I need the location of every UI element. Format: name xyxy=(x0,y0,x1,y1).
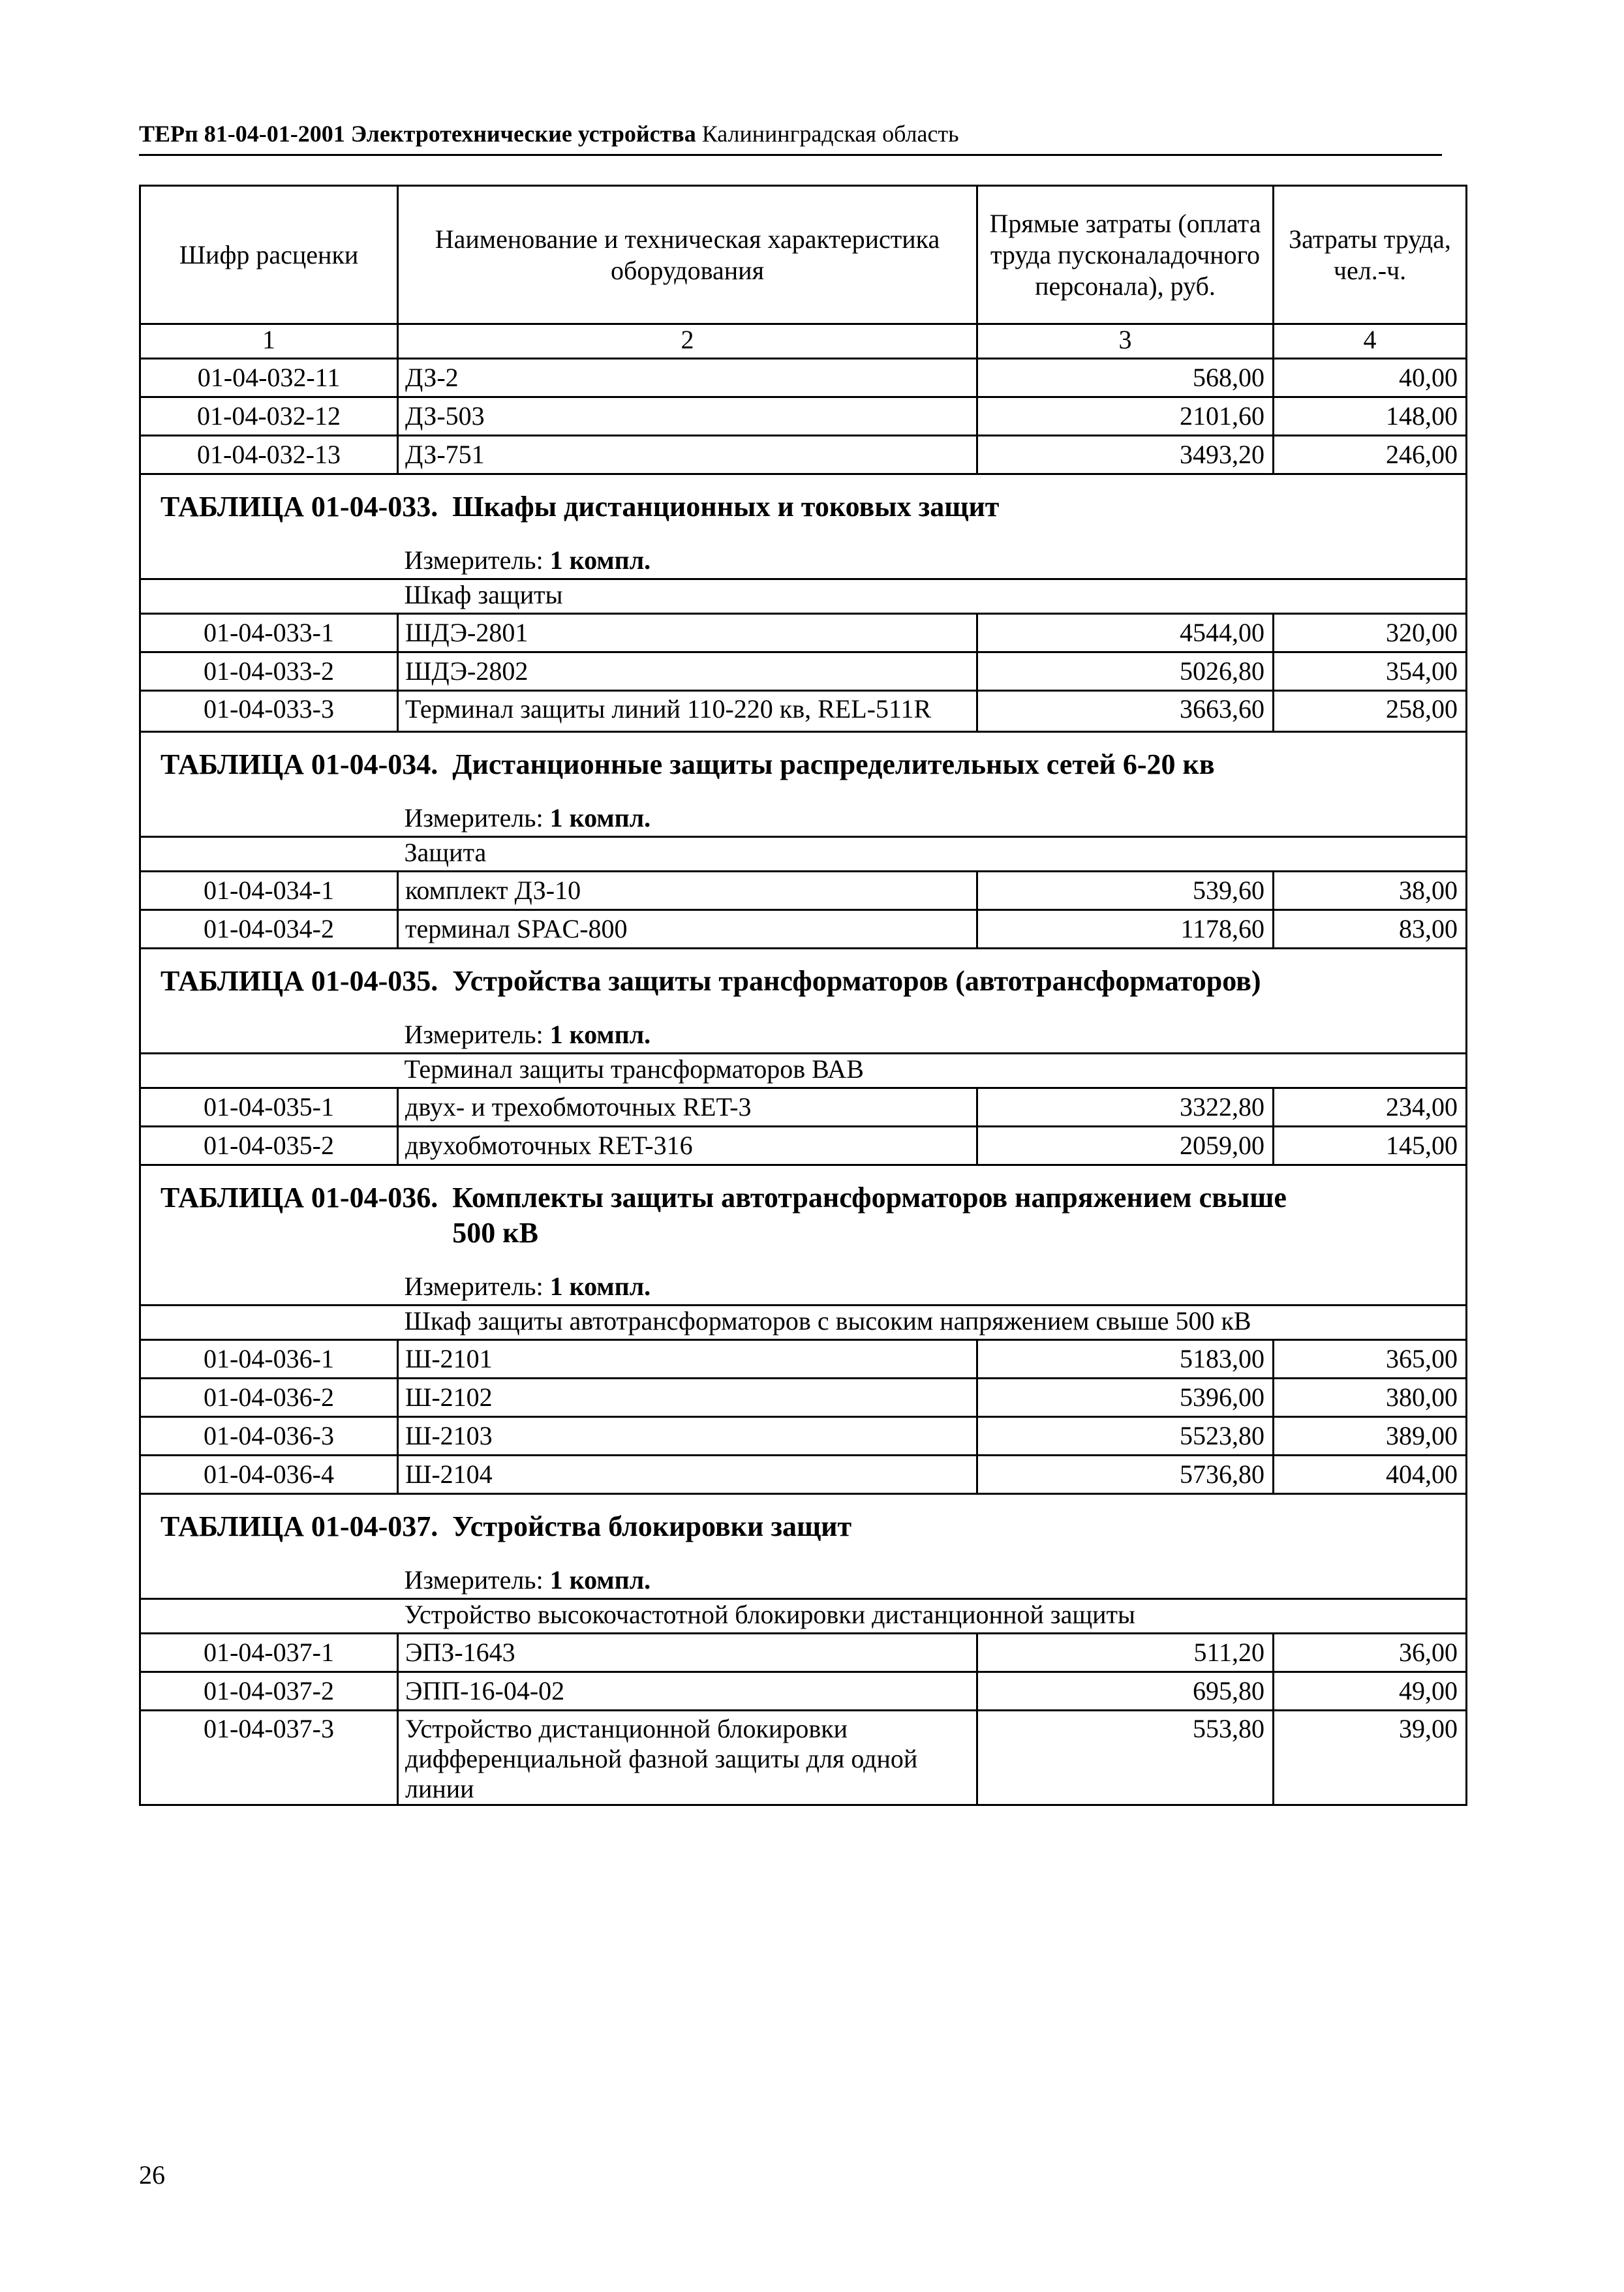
blank-cell xyxy=(140,1599,398,1634)
table-name: Устройства защиты трансформаторов (автотрансформаторов) xyxy=(452,965,1261,997)
table-row xyxy=(140,1711,1467,1805)
direct-cost: 5183,00 xyxy=(977,1340,1274,1379)
meter-row xyxy=(140,530,1467,579)
table-row xyxy=(140,1088,1467,1127)
equipment-name: двух- и трехобмоточных RET-3 xyxy=(398,1088,977,1127)
direct-cost: 3663,60 xyxy=(977,691,1274,732)
rate-code: 01-04-032-12 xyxy=(140,397,398,436)
direct-cost: 1178,60 xyxy=(977,910,1274,949)
meter-label: Измеритель: xyxy=(404,803,544,833)
table-row xyxy=(140,872,1467,910)
blank-cell xyxy=(140,530,398,579)
subheader-row xyxy=(140,1599,1467,1634)
table-row xyxy=(140,359,1467,397)
direct-cost: 2059,00 xyxy=(977,1127,1274,1165)
price-table xyxy=(139,185,1467,1806)
table-number: ТАБЛИЦА 01-04-036. xyxy=(161,1182,438,1214)
rate-code: 01-04-033-1 xyxy=(140,614,398,652)
labor-cost: 234,00 xyxy=(1274,1088,1467,1127)
labor-cost: 145,00 xyxy=(1274,1127,1467,1165)
equipment-name: Устройство дистанционной блокировки дифференциальной фазной защиты для одной линии xyxy=(398,1711,977,1805)
equipment-name: ЭПЗ-1643 xyxy=(398,1634,977,1672)
direct-cost: 3322,80 xyxy=(977,1088,1274,1127)
meter-unit: 1 компл. xyxy=(549,1272,651,1301)
rate-code: 01-04-032-11 xyxy=(140,359,398,397)
meter-label: Измеритель: xyxy=(404,545,544,575)
group-subheader: Защита xyxy=(398,837,1467,872)
rate-code: 01-04-032-13 xyxy=(140,436,398,474)
table-row xyxy=(140,1340,1467,1379)
meter-row xyxy=(140,1550,1467,1599)
meter-cell xyxy=(398,530,1467,579)
equipment-name: Ш-2102 xyxy=(398,1379,977,1417)
blank-cell xyxy=(140,579,398,614)
labor-cost: 365,00 xyxy=(1274,1340,1467,1379)
direct-cost: 4544,00 xyxy=(977,614,1274,652)
rate-code: 01-04-035-1 xyxy=(140,1088,398,1127)
rate-code: 01-04-036-2 xyxy=(140,1379,398,1417)
rate-code: 01-04-034-2 xyxy=(140,910,398,949)
direct-cost: 5026,80 xyxy=(977,652,1274,691)
table-number: ТАБЛИЦА 01-04-033. xyxy=(161,491,438,523)
labor-cost: 258,00 xyxy=(1274,691,1467,732)
rate-code: 01-04-034-1 xyxy=(140,872,398,910)
direct-cost: 553,80 xyxy=(977,1711,1274,1805)
labor-cost: 148,00 xyxy=(1274,397,1467,436)
equipment-name: ДЗ-751 xyxy=(398,436,977,474)
table-row xyxy=(140,1417,1467,1456)
direct-cost: 539,60 xyxy=(977,872,1274,910)
group-subheader: Терминал защиты трансформаторов ВАВ xyxy=(398,1054,1467,1088)
blank-cell xyxy=(140,1054,398,1088)
labor-cost: 404,00 xyxy=(1274,1456,1467,1494)
rate-code: 01-04-035-2 xyxy=(140,1127,398,1165)
direct-cost: 3493,20 xyxy=(977,436,1274,474)
column-number: 1 xyxy=(140,324,398,359)
document-code: ТЕРп 81-04-01-2001 Электротехнические устройства xyxy=(139,121,696,147)
meter-row xyxy=(140,1004,1467,1054)
direct-cost: 695,80 xyxy=(977,1672,1274,1711)
table-row xyxy=(140,1127,1467,1165)
table-row xyxy=(140,1672,1467,1711)
column-header-code: Шифр расценки xyxy=(140,186,398,324)
column-header-labor: Затраты труда, чел.-ч. xyxy=(1274,186,1467,324)
table-row xyxy=(140,614,1467,652)
group-subheader: Устройство высокочастотной блокировки дистанционной защиты xyxy=(398,1599,1467,1634)
table-number: ТАБЛИЦА 01-04-034. xyxy=(161,748,438,780)
meter-unit: 1 компл. xyxy=(549,1020,651,1049)
table-number: ТАБЛИЦА 01-04-037. xyxy=(161,1510,438,1542)
page-header xyxy=(139,119,1444,148)
meter-label: Измеритель: xyxy=(404,1565,544,1595)
equipment-name: Ш-2104 xyxy=(398,1456,977,1494)
equipment-name: двухобмоточных RET-316 xyxy=(398,1127,977,1165)
blank-cell xyxy=(140,1256,398,1306)
meter-label: Измеритель: xyxy=(404,1020,544,1049)
direct-cost: 511,20 xyxy=(977,1634,1274,1672)
table-name: Шкафы дистанционных и токовых защит xyxy=(452,491,1000,523)
subheader-row xyxy=(140,579,1467,614)
column-number: 2 xyxy=(398,324,977,359)
table-title xyxy=(140,1165,1467,1257)
subheader-row xyxy=(140,1306,1467,1340)
column-header-cost: Прямые затраты (оплата труда пусконаладочного персонала), руб. xyxy=(977,186,1274,324)
column-header-row xyxy=(140,186,1467,324)
table-row xyxy=(140,397,1467,436)
meter-cell xyxy=(398,1550,1467,1599)
table-title-row xyxy=(140,474,1467,530)
column-header-name: Наименование и техническая характеристика оборудования xyxy=(398,186,977,324)
blank-cell xyxy=(140,1004,398,1054)
equipment-name: комплект ДЗ-10 xyxy=(398,872,977,910)
group-subheader: Шкаф защиты xyxy=(398,579,1467,614)
labor-cost: 36,00 xyxy=(1274,1634,1467,1672)
equipment-name: ШДЭ-2802 xyxy=(398,652,977,691)
equipment-name: Ш-2101 xyxy=(398,1340,977,1379)
page-number: 26 xyxy=(139,2160,165,2190)
rate-code: 01-04-033-3 xyxy=(140,691,398,732)
rate-code: 01-04-033-2 xyxy=(140,652,398,691)
table-row xyxy=(140,652,1467,691)
table-title-row xyxy=(140,1494,1467,1550)
table-title xyxy=(140,949,1467,1005)
rate-code: 01-04-036-4 xyxy=(140,1456,398,1494)
equipment-name: Ш-2103 xyxy=(398,1417,977,1456)
column-number-row xyxy=(140,324,1467,359)
equipment-name: ШДЭ-2801 xyxy=(398,614,977,652)
meter-cell xyxy=(398,1256,1467,1306)
table-row xyxy=(140,691,1467,732)
direct-cost: 5736,80 xyxy=(977,1456,1274,1494)
column-number: 4 xyxy=(1274,324,1467,359)
blank-cell xyxy=(140,837,398,872)
table-title xyxy=(140,474,1467,530)
direct-cost: 568,00 xyxy=(977,359,1274,397)
rate-code: 01-04-037-1 xyxy=(140,1634,398,1672)
rate-code: 01-04-037-2 xyxy=(140,1672,398,1711)
labor-cost: 39,00 xyxy=(1274,1711,1467,1805)
labor-cost: 389,00 xyxy=(1274,1417,1467,1456)
direct-cost: 5396,00 xyxy=(977,1379,1274,1417)
rate-code: 01-04-037-3 xyxy=(140,1711,398,1805)
meter-cell xyxy=(398,1004,1467,1054)
meter-row xyxy=(140,787,1467,837)
rate-code: 01-04-036-3 xyxy=(140,1417,398,1456)
labor-cost: 49,00 xyxy=(1274,1672,1467,1711)
table-row xyxy=(140,1634,1467,1672)
equipment-name: ЭПП-16-04-02 xyxy=(398,1672,977,1711)
header-rule xyxy=(139,154,1442,156)
blank-cell xyxy=(140,1306,398,1340)
meter-row xyxy=(140,1256,1467,1306)
labor-cost: 246,00 xyxy=(1274,436,1467,474)
table-title-row xyxy=(140,732,1467,788)
blank-cell xyxy=(140,787,398,837)
table-row xyxy=(140,436,1467,474)
column-number: 3 xyxy=(977,324,1274,359)
table-name: Дистанционные защиты распределительных сетей 6-20 кв xyxy=(452,748,1215,780)
table-row xyxy=(140,1379,1467,1417)
rate-code: 01-04-036-1 xyxy=(140,1340,398,1379)
group-subheader: Шкаф защиты автотрансформаторов с высоким напряжением свыше 500 кВ xyxy=(398,1306,1467,1340)
table-row xyxy=(140,910,1467,949)
labor-cost: 40,00 xyxy=(1274,359,1467,397)
labor-cost: 354,00 xyxy=(1274,652,1467,691)
direct-cost: 5523,80 xyxy=(977,1417,1274,1456)
meter-label: Измеритель: xyxy=(404,1272,544,1301)
labor-cost: 83,00 xyxy=(1274,910,1467,949)
table-row xyxy=(140,1456,1467,1494)
meter-cell xyxy=(398,787,1467,837)
meter-unit: 1 компл. xyxy=(549,803,651,833)
blank-cell xyxy=(140,1550,398,1599)
table-title xyxy=(140,1494,1467,1550)
meter-unit: 1 компл. xyxy=(549,545,651,575)
equipment-name: Терминал защиты линий 110-220 кв, REL-511R xyxy=(398,691,977,732)
meter-unit: 1 компл. xyxy=(549,1565,651,1595)
subheader-row xyxy=(140,1054,1467,1088)
table-name: Комплекты защиты автотрансформаторов напряжением свыше 500 кВ xyxy=(452,1182,1287,1249)
labor-cost: 38,00 xyxy=(1274,872,1467,910)
region-name: Калининградская область xyxy=(701,121,959,147)
labor-cost: 380,00 xyxy=(1274,1379,1467,1417)
direct-cost: 2101,60 xyxy=(977,397,1274,436)
equipment-name: ДЗ-503 xyxy=(398,397,977,436)
table-number: ТАБЛИЦА 01-04-035. xyxy=(161,965,438,997)
labor-cost: 320,00 xyxy=(1274,614,1467,652)
table-title-row xyxy=(140,949,1467,1005)
equipment-name: ДЗ-2 xyxy=(398,359,977,397)
table-title xyxy=(140,732,1467,788)
equipment-name: терминал SPAC-800 xyxy=(398,910,977,949)
table-title-row xyxy=(140,1165,1467,1257)
table-name: Устройства блокировки защит xyxy=(452,1510,852,1542)
subheader-row xyxy=(140,837,1467,872)
